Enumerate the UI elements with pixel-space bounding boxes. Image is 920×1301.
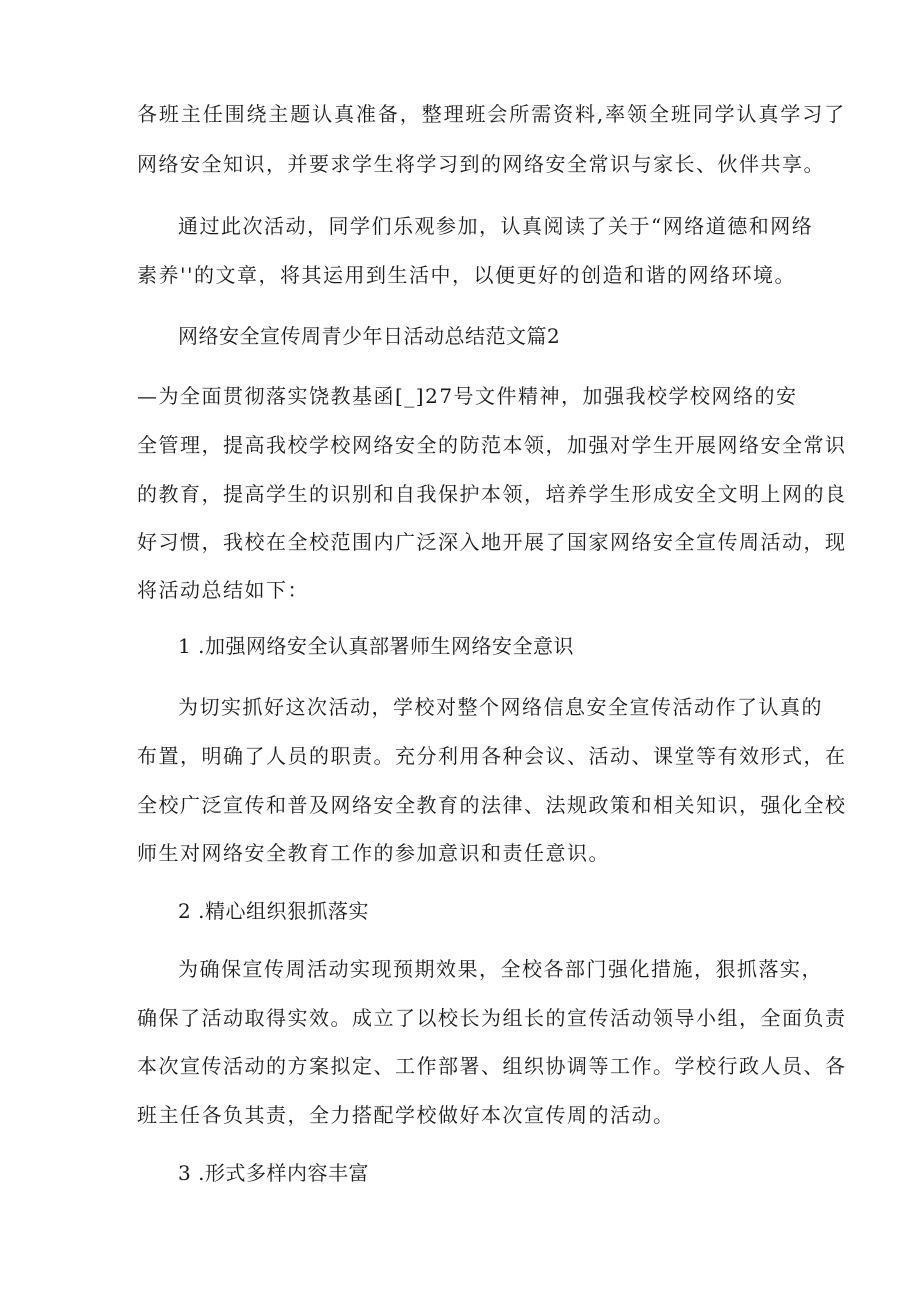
paragraph-line: 各班主任围绕主题认真准备，整理班会所需资料,率领全班同学认真学习了 (137, 102, 847, 126)
paragraph-line: 本次宣传活动的方案拟定、工作部署、组织协调等工作。学校行政人员、各 (137, 1054, 847, 1078)
paragraph-line: 班主任各负其责，全力搭配学校做好本次宣传周的活动。 (137, 1103, 675, 1127)
subsection-title: 1 .加强网络安全认真部署师生网络安全意识 (178, 634, 574, 658)
paragraph-line: 网络安全知识，并要求学生将学习到的网络安全常识与家长、伙伴共享。 (137, 152, 825, 176)
paragraph-line: —为全面贯彻落实饶教基函[_]27号文件精神，加强我校学校网络的安 (137, 384, 798, 408)
paragraph-line: 为切实抓好这次活动，学校对整个网络信息安全宣传活动作了认真的 (178, 695, 823, 719)
subsection-title: 2 .精心组织狠抓落实 (178, 899, 369, 923)
paragraph-line: 师生对网络安全教育工作的参加意识和责任意识。 (137, 841, 610, 865)
paragraph-line: 素养''的文章，将其运用到生活中，以便更好的创造和谐的网络环境。 (137, 263, 796, 287)
paragraph-line: 布置，明确了人员的职责。充分利用各种会议、活动、课堂等有效形式，在 (137, 744, 847, 768)
subsection-title: 3 .形式多样内容丰富 (178, 1161, 369, 1185)
paragraph-line: 通过此次活动，同学们乐观参加，认真阅读了关于“网络道德和网络 (178, 214, 814, 238)
paragraph-line: 将活动总结如下： (137, 578, 309, 602)
paragraph-line: 为确保宣传周活动实现预期效果，全校各部门强化措施，狠抓落实， (178, 957, 823, 981)
paragraph-line: 全管理，提高我校学校网络安全的防范本领，加强对学生开展网络安全常识 (137, 433, 847, 457)
paragraph-line: 全校广泛宣传和普及网络安全教育的法律、法规政策和相关知识，强化全校 (137, 793, 847, 817)
paragraph-line: 确保了活动取得实效。成立了以校长为组长的宣传活动领导小组，全面负责 (137, 1006, 847, 1030)
section-title: 网络安全宣传周青少年日活动总结范文篇2 (178, 324, 561, 348)
paragraph-line: 好习惯，我校在全校范围内广泛深入地开展了国家网络安全宣传周活动，现 (137, 530, 847, 554)
paragraph-line: 的教育，提高学生的识别和自我保护本领，培养学生形成安全文明上网的良 (137, 482, 847, 506)
